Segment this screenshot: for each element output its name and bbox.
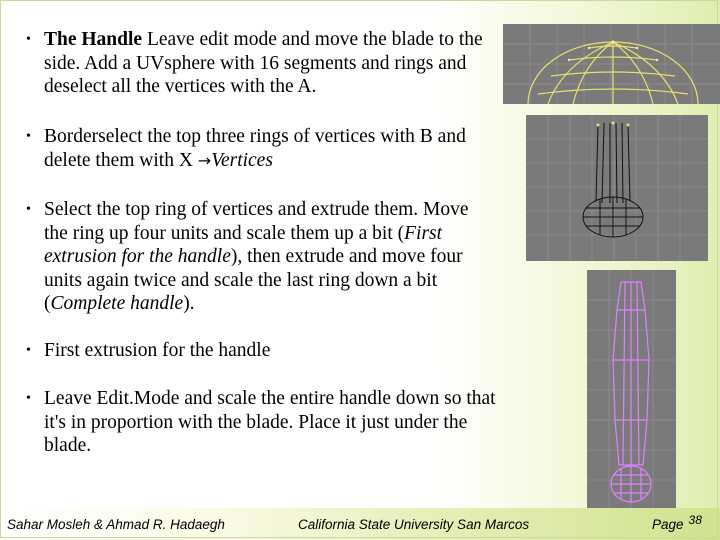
complete-handle-wireframe — [587, 270, 676, 508]
page-number: 38 — [688, 513, 702, 527]
bullet-the-handle — [26, 28, 496, 99]
bullet-text: Select the top ring of vertices and extrude them. Move the ring up four units and scale them up a bit (First extrusion for the handle), then extrude and move four units again twice and scale the last ring down a bit (Complete handle). — [44, 199, 469, 314]
bullet-text: Borderselect the top three rings of vertices with B and delete them with X →Vertices — [44, 126, 466, 171]
complete-handle-viewport-image — [587, 270, 676, 508]
bullet-select-top-ring — [26, 198, 496, 316]
footer-page — [652, 513, 702, 537]
bullet-text: First extrusion for the handle — [44, 340, 271, 361]
first-extrusion-wireframe — [526, 115, 708, 261]
bullet-borderselect — [26, 125, 496, 172]
bullet-dot: • — [26, 129, 31, 144]
uvsphere-wireframe — [503, 24, 720, 104]
bullet-dot: • — [26, 391, 31, 406]
bullet-first-extrusion — [26, 339, 270, 363]
uvsphere-viewport-image — [503, 24, 720, 104]
bullet-text: Leave Edit.Mode and scale the entire handle down so that it's in proportion with the blade. Place it just under the blade. — [44, 388, 496, 456]
first-extrusion-viewport-image — [526, 115, 708, 261]
bullet-dot: • — [26, 343, 31, 358]
bullet-dot: • — [26, 32, 31, 47]
page-label: Page — [652, 517, 684, 532]
bullet-leave-editmode — [26, 387, 496, 458]
footer-authors: Sahar Mosleh & Ahmad R. Hadaegh — [7, 517, 225, 532]
footer-university: California State University San Marcos — [298, 517, 530, 532]
bullet-heading: The Handle — [44, 29, 143, 50]
bullet-dot: • — [26, 202, 31, 217]
arrow-icon: → — [197, 150, 212, 170]
bullet-text: The Handle Leave edit mode and move the blade to the side. Add a UVsphere with 16 segments and rings and deselect all the vertices with the A. — [44, 29, 483, 97]
